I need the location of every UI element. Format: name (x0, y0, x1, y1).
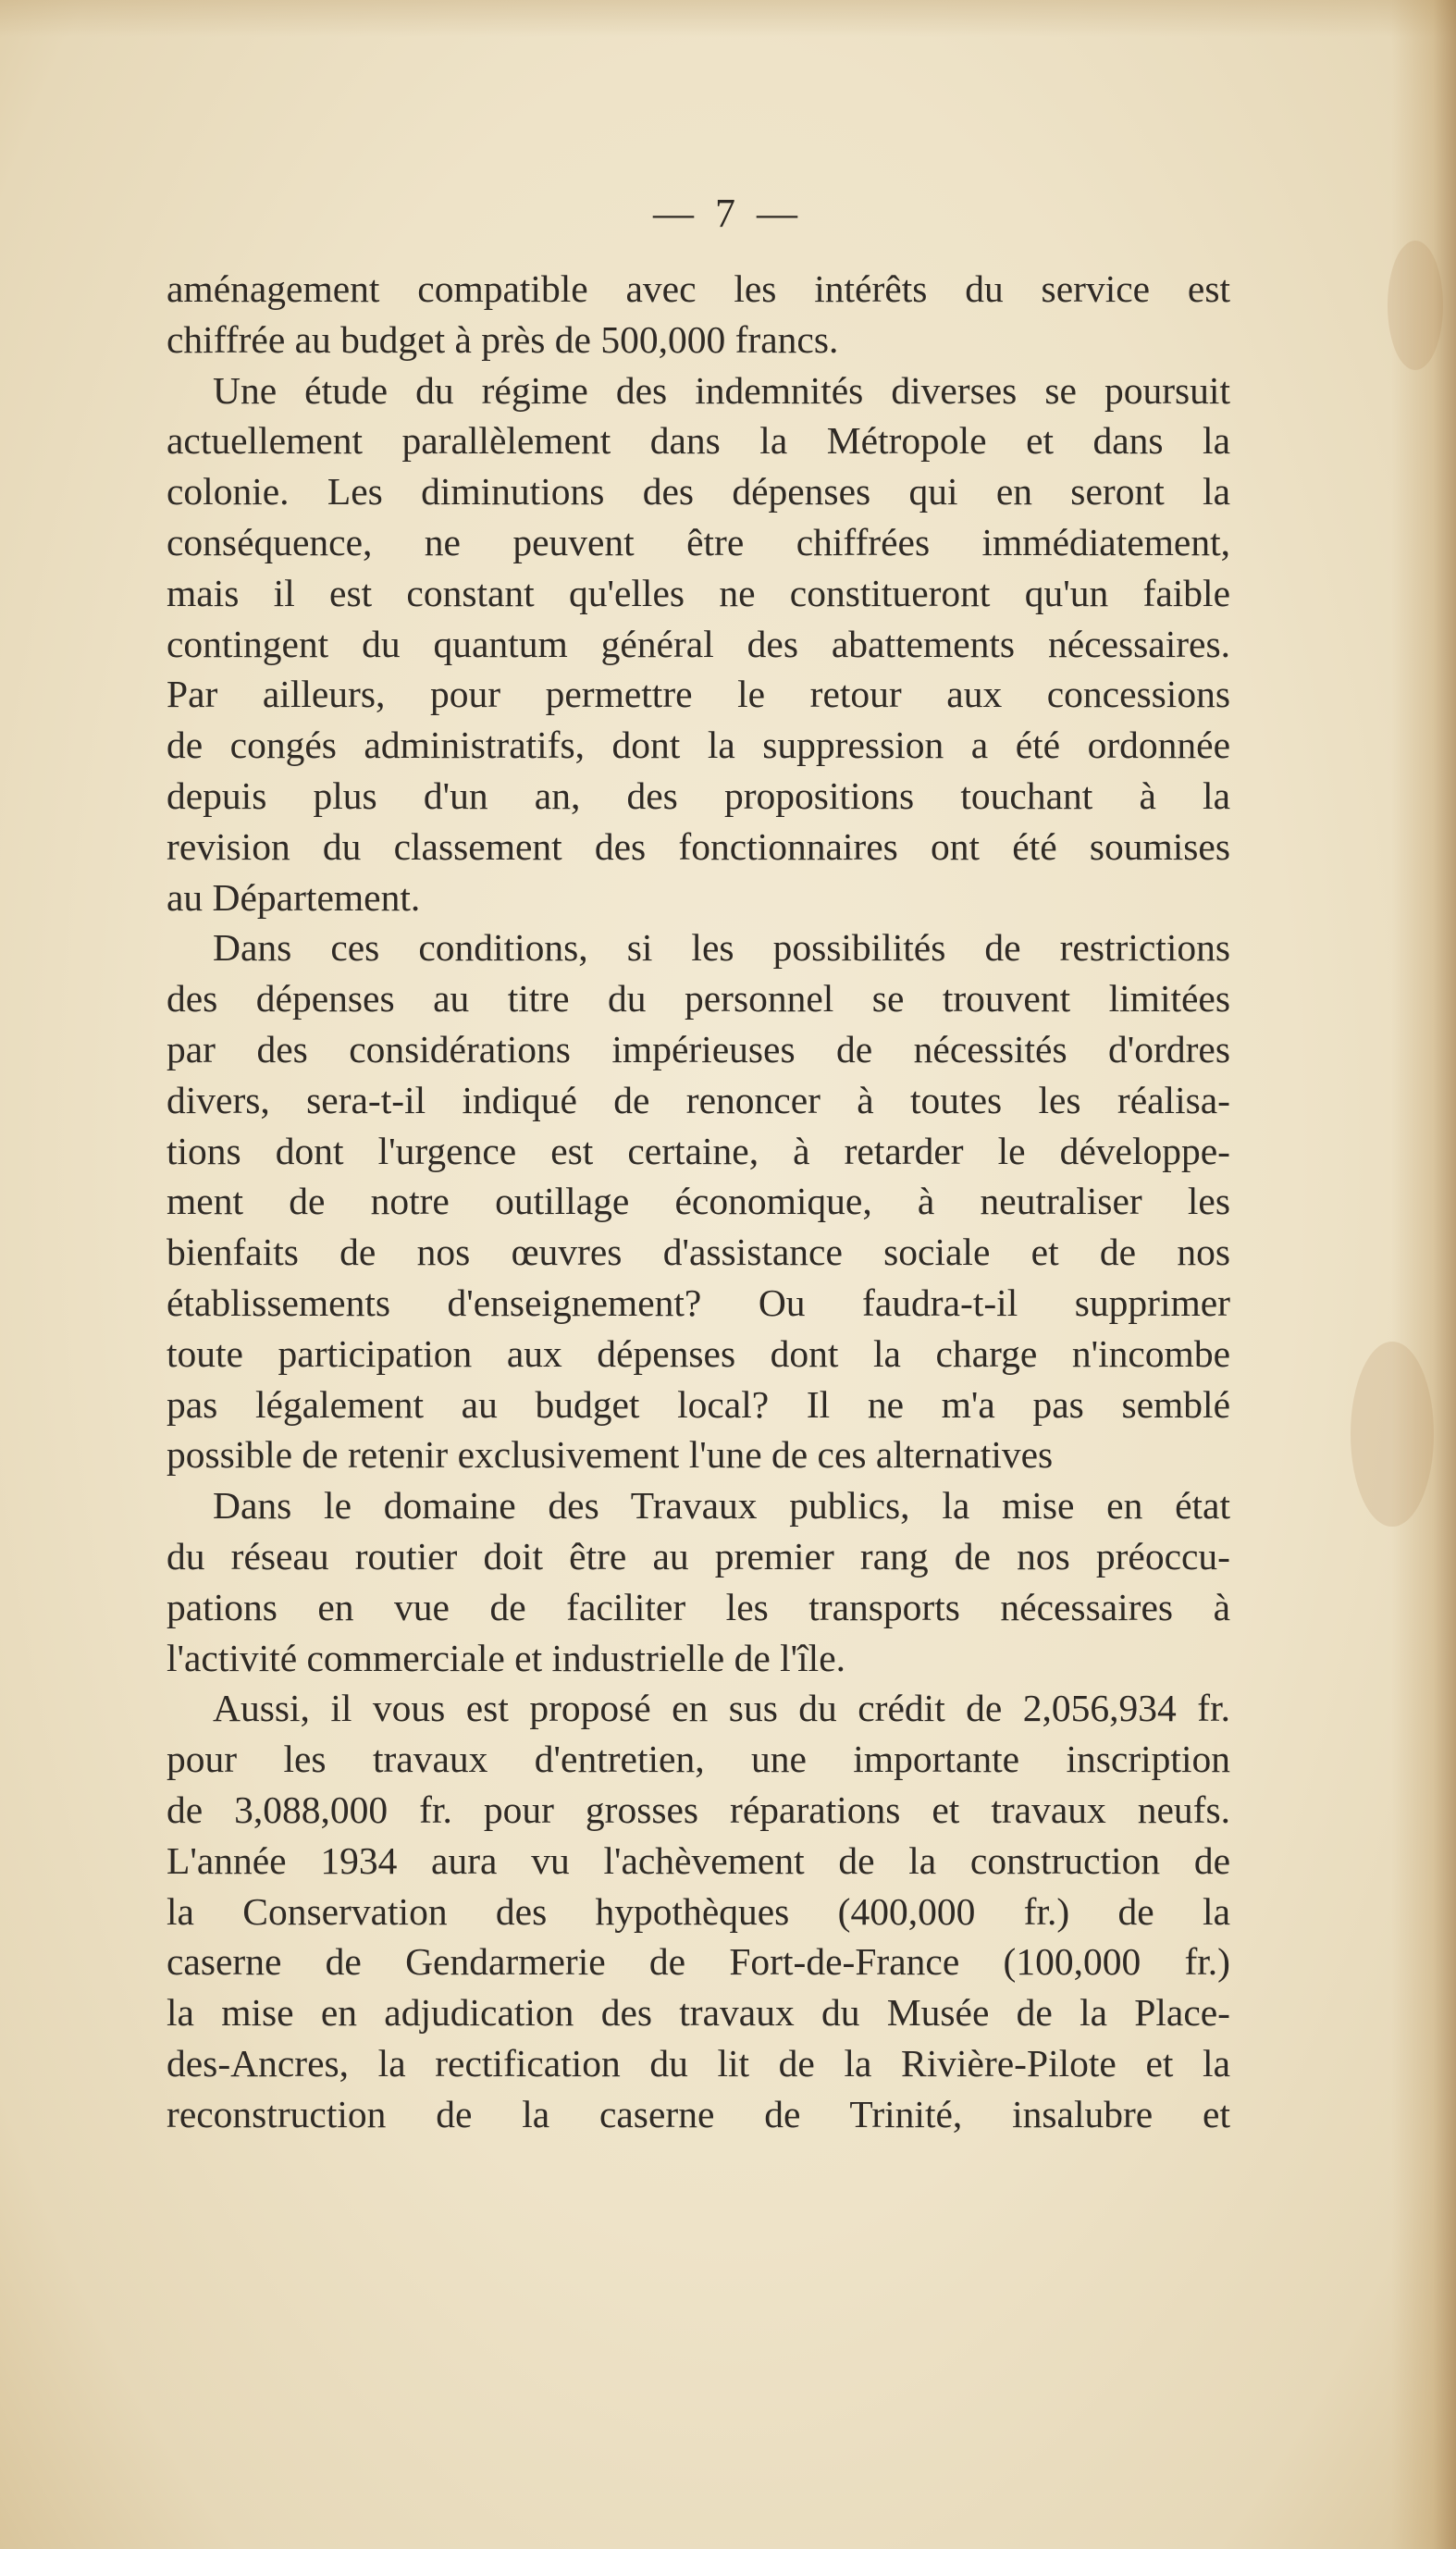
text-line: toute participation aux dépenses dont la charge n'incombe (167, 1331, 1230, 1375)
text-line: ment de notre outillage économique, à neutraliser les (167, 1180, 1230, 1223)
text-line: la Conservation des hypothèques (400,000 fr.) de la (167, 1889, 1230, 1933)
aged-top-edge (0, 0, 1456, 37)
text-line: reconstruction de la caserne de Trinité, insalubre et (167, 2092, 1230, 2135)
text-line: établissements d'enseignement? Ou faudra-t-il supprimer (167, 1281, 1230, 1324)
page-number: — 7 — (653, 191, 803, 236)
text-line: par des considérations impérieuses de nécessités d'ordres (167, 1027, 1230, 1070)
text-line: l'activité commerciale et industrielle de l'île. (167, 1636, 845, 1679)
text-line: de congés administratifs, dont la suppression a été ordonnée (167, 724, 1230, 767)
text-line: L'année 1934 aura vu l'achèvement de la construction de (167, 1838, 1230, 1882)
text-line: bienfaits de nos œuvres d'assistance sociale et de nos (167, 1231, 1230, 1274)
text-line: du réseau routier doit être au premier rang de nos préoccu- (167, 1534, 1230, 1578)
aged-right-edge (1391, 0, 1456, 2549)
text-line: Une étude du régime des indemnités diverses se poursuit (213, 368, 1230, 412)
text-line: colonie. Les diminutions des dépenses qui en seront la (167, 470, 1230, 514)
text-line: tions dont l'urgence est certaine, à retarder le développe- (167, 1129, 1230, 1172)
text-line: aménagement compatible avec les intérêts du service est (167, 267, 1230, 310)
text-line: des-Ancres, la rectification du lit de la Rivière-Pilote et la (167, 2041, 1230, 2085)
text-line: pour les travaux d'entretien, une importante inscription (167, 1738, 1230, 1781)
text-line: pas légalement au budget local? Il ne m'a pas semblé (167, 1382, 1230, 1426)
text-line: revision du classement des fonctionnaires ont été soumises (167, 824, 1230, 868)
text-line: caserne de Gendarmerie de Fort-de-France (100,000 fr.) (167, 1940, 1230, 1984)
text-line: divers, sera-t-il indiqué de renoncer à toutes les réalisa- (167, 1078, 1230, 1121)
text-line: conséquence, ne peuvent être chiffrées immédiatement, (167, 520, 1230, 563)
paper-stain (1388, 241, 1443, 370)
text-line: Par ailleurs, pour permettre le retour aux concessions (167, 673, 1230, 716)
body-text (167, 264, 1230, 2139)
text-line: des dépenses au titre du personnel se trouvent limitées (167, 977, 1230, 1021)
text-line: Dans ces conditions, si les possibilités de restrictions (213, 926, 1230, 970)
text-line: depuis plus d'un an, des propositions touchant à la (167, 773, 1230, 817)
text-line: Aussi, il vous est proposé en sus du crédit de 2,056,934 fr. (213, 1687, 1230, 1730)
text-line: possible de retenir exclusivement l'une de ces alternatives (167, 1433, 1054, 1477)
text-line: actuellement parallèlement dans la Métropole et dans la (167, 419, 1230, 463)
text-line: Dans le domaine des Travaux publics, la mise en état (213, 1484, 1230, 1528)
text-line: pations en vue de faciliter les transports nécessaires à (167, 1585, 1230, 1628)
text-line: contingent du quantum général des abattements nécessaires. (167, 622, 1230, 665)
text-line: au Département. (167, 875, 421, 919)
paper-stain (1351, 1342, 1434, 1527)
text-line: la mise en adjudication des travaux du Musée de la Place- (167, 1991, 1230, 2035)
text-line: mais il est constant qu'elles ne constitueront qu'un faible (167, 571, 1230, 614)
text-line: chiffrée au budget à près de 500,000 francs. (167, 317, 839, 361)
text-line: de 3,088,000 fr. pour grosses réparations et travaux neufs. (167, 1788, 1230, 1831)
